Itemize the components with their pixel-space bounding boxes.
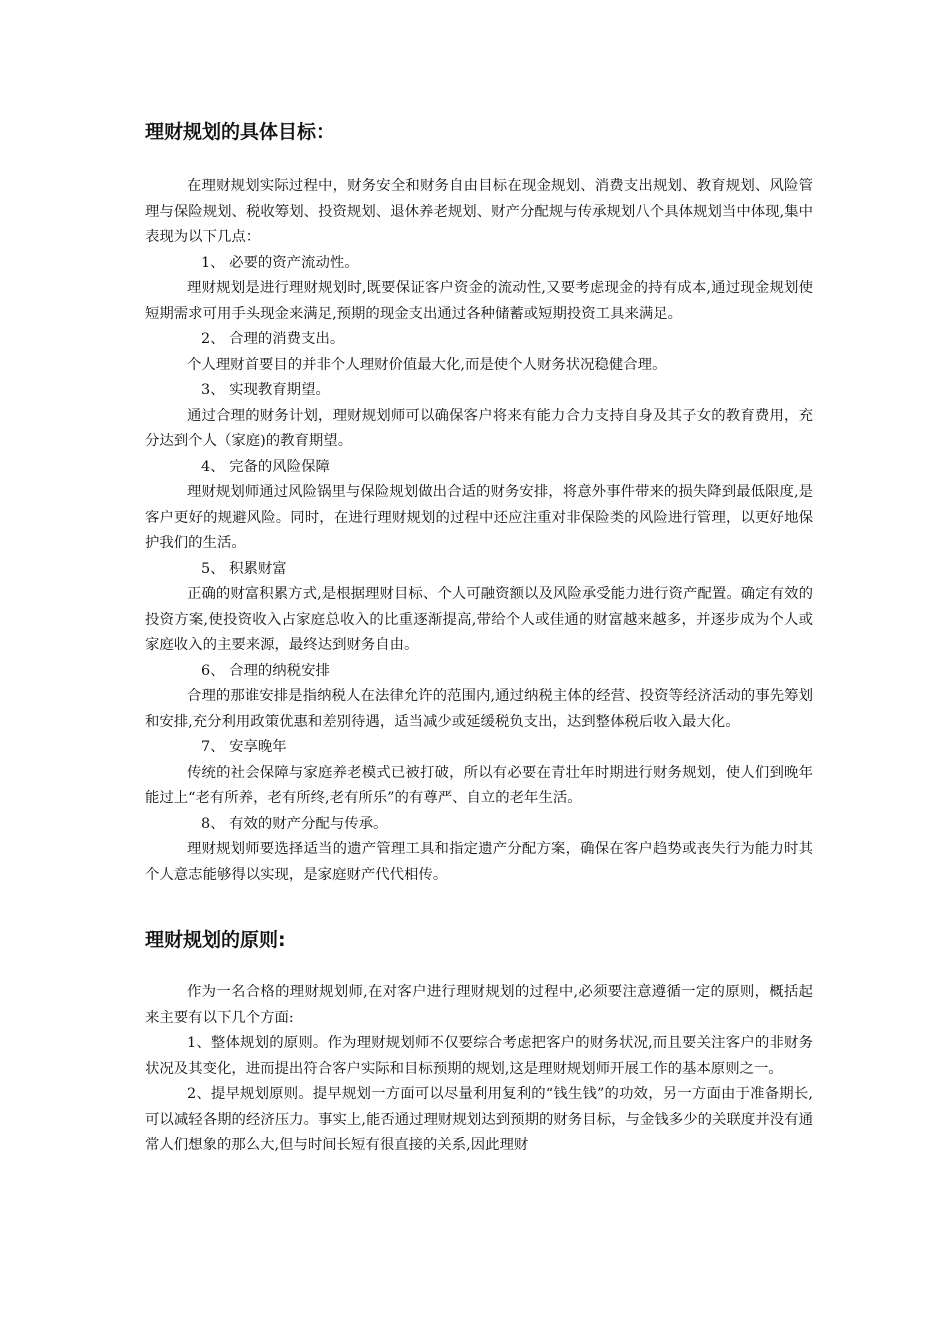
goal-heading-1: 1、 必要的资产流动性。: [201, 254, 359, 271]
goal-heading-5: 5、 积累财富: [201, 560, 287, 577]
goal-body-1: 理财规划是进行理财规划时,既要保证客户资金的流动性,又要考虑现金的持有成本,通过现金规划使短期需求可用手头现金来满足,预期的现金支出通过各种储蓄或短期投资工具来满足。: [145, 280, 813, 322]
goal-heading-3: 3、 实现教育期望。: [201, 382, 330, 398]
document-content: [145, 118, 813, 1159]
goals-intro: 在理财规划实际过程中，财务安全和财务自由目标在现金规划、消费支出规划、教育规划、风险管理与保险规划、税收筹划、投资规划、退休养老规划、财产分配规与传承规划八个具体规划当中体现,集中表现为以下几点：: [145, 178, 813, 245]
goal-heading-8: 8、 有效的财产分配与传承。: [201, 815, 388, 832]
goal-body-2: 个人理财首要目的并非个人理财价值最大化,而是使个人财务状况稳健合理。: [187, 356, 667, 373]
goal-heading-2: 2、 合理的消费支出。: [201, 331, 345, 347]
section-title-principles: 理财规划的原则:: [145, 929, 286, 951]
section-title-goals: 理财规划的具体目标：: [145, 121, 336, 143]
principle-paragraph-2: 2、提早规划原则。提早规划一方面可以尽量利用复利的“钱生钱”的功效，另一方面由于准备期长,可以减轻各期的经济压力。事实上,能否通过理财规划达到预期的财务目标，与金钱多少的关联度并没有通常人们想象的那么大,但与时间长短有很直接的关系,因此理财: [145, 1086, 813, 1153]
goal-body-7: 传统的社会保障与家庭养老模式已被打破，所以有必要在青壮年时期进行财务规划，使人们到晚年能过上“老有所养，老有所终,老有所乐”的有尊严、自立的老年生活。: [145, 764, 813, 806]
goal-heading-4: 4、 完备的风险保障: [201, 458, 330, 475]
goal-body-6: 合理的那谁安排是指纳税人在法律允许的范围内,通过纳税主体的经营、投资等经济活动的事先筹划和安排,充分利用政策优惠和差别待遇，适当减少或延缓税负支出，达到整体税后收入最大化。: [145, 688, 813, 730]
principle-paragraph-1: 1、整体规划的原则。作为理财规划师不仅要综合考虑把客户的财务状况,而且要关注客户的非财务状况及其变化，进而提出符合客户实际和目标预期的规划,这是理财规划师开展工作的基本原则之一。: [145, 1035, 813, 1077]
principles-intro: 作为一名合格的理财规划师,在对客户进行理财规划的过程中,必须要注意遵循一定的原则，概括起来主要有以下几个方面:: [145, 984, 813, 1026]
goal-heading-7: 7、 安享晚年: [201, 739, 287, 755]
goal-body-5: 正确的财富积累方式,是根据理财目标、个人可融资额以及风险承受能力进行资产配置。确定有效的投资方案,使投资收入占家庭总收入的比重逐渐提高,带给个人或佳通的财富越来越多，并逐步成为个人或家庭收入的主要来源，最终达到财务自由。: [145, 586, 813, 653]
goal-body-3: 通过合理的财务计划，理财规划师可以确保客户将来有能力合力支持自身及其子女的教育费用，充分达到个人（家庭)的教育期望。: [145, 407, 813, 449]
goal-body-4: 理财规划师通过风险锅里与保险规划做出合适的财务安排，将意外事件带来的损失降到最低限度,是客户更好的规避风险。同时，在进行理财规划的过程中还应注重对非保险类的风险进行管理，以更好地保护我们的生活。: [145, 484, 813, 551]
goal-heading-6: 6、 合理的纳税安排: [201, 662, 330, 679]
goal-body-8: 理财规划师要选择适当的遗产管理工具和指定遗产分配方案，确保在客户趋势或丧失行为能力时其个人意志能够得以实现，是家庭财产代代相传。: [145, 841, 813, 883]
